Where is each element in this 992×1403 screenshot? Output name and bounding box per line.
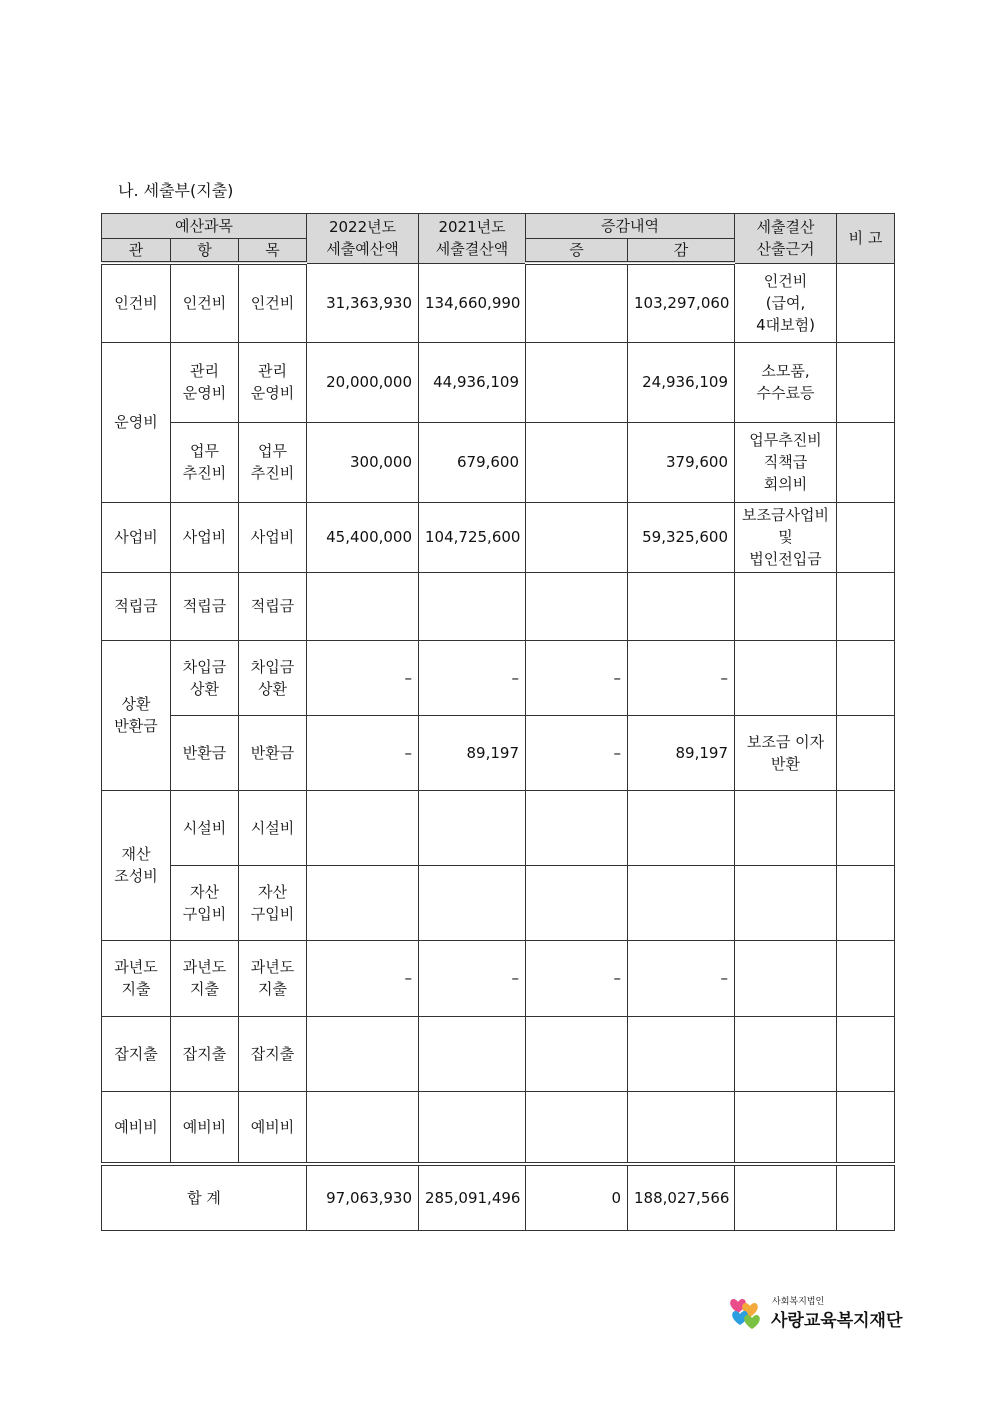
cell-settlement-2021: – [419, 940, 526, 1016]
cell-increase [526, 1016, 628, 1091]
cell-hang: 반환금 [171, 715, 239, 790]
table-row [102, 715, 895, 790]
cell-increase [526, 502, 628, 572]
cell-settlement-2021 [419, 790, 526, 865]
table-row [102, 572, 895, 640]
table-row [102, 342, 895, 422]
section-title: 나. 세출부(지출) [118, 181, 234, 200]
cell-hang: 인건비 [171, 263, 239, 342]
cell-remarks [837, 342, 895, 422]
cell-remarks [837, 263, 895, 342]
cell-decrease: – [628, 640, 735, 715]
logo-subtitle: 사회복지법인 [772, 1297, 825, 1307]
cell-increase [526, 422, 628, 502]
cell-budget-2022: 20,000,000 [307, 342, 419, 422]
cell-decrease [628, 572, 735, 640]
header-budget-2022: 2022년도 세출예산액 [307, 214, 419, 264]
cell-mok: 사업비 [239, 502, 307, 572]
cell-remarks [837, 502, 895, 572]
cell-settlement-2021: 44,936,109 [419, 342, 526, 422]
table-row [102, 790, 895, 865]
cell-basis: 인건비 (급여, 4대보험) [735, 263, 837, 342]
cell-budget-2022: – [307, 940, 419, 1016]
cell-budget-2022: – [307, 715, 419, 790]
cell-basis [735, 940, 837, 1016]
header-basis: 세출결산 산출근거 [735, 214, 837, 264]
cell-increase [526, 1091, 628, 1164]
cell-basis [735, 790, 837, 865]
cell-mok: 인건비 [239, 263, 307, 342]
cell-decrease: 103,297,060 [628, 263, 735, 342]
cell-basis [735, 572, 837, 640]
cell-basis: 보조금사업비 및 법인전입금 [735, 502, 837, 572]
cell-mok: 예비비 [239, 1091, 307, 1164]
total-decrease: 188,027,566 [628, 1164, 735, 1230]
cell-mok: 반환금 [239, 715, 307, 790]
cell-basis [735, 1016, 837, 1091]
total-label: 합 계 [102, 1164, 307, 1230]
table-row [102, 422, 895, 502]
cell-decrease [628, 790, 735, 865]
header-decrease: 감 [628, 239, 735, 264]
logo-name: 사랑교육복지재단 [771, 1311, 903, 1331]
cell-hang: 차입금 상환 [171, 640, 239, 715]
table-row [102, 263, 895, 342]
cell-settlement-2021 [419, 1016, 526, 1091]
cell-gwan: 사업비 [102, 502, 171, 572]
header-increase: 증 [526, 239, 628, 264]
cell-hang: 자산 구입비 [171, 865, 239, 940]
cell-settlement-2021 [419, 1091, 526, 1164]
cell-decrease [628, 865, 735, 940]
cell-mok: 차입금 상환 [239, 640, 307, 715]
cell-remarks [837, 865, 895, 940]
total-row [102, 1164, 895, 1230]
cell-decrease: 379,600 [628, 422, 735, 502]
header-change: 증감내역 [526, 214, 735, 239]
cell-remarks [837, 1091, 895, 1164]
total-increase: 0 [526, 1164, 628, 1230]
cell-remarks [837, 422, 895, 502]
cell-basis [735, 640, 837, 715]
header-hang: 항 [171, 239, 239, 264]
total-remarks [837, 1164, 895, 1230]
table-row [102, 502, 895, 572]
cell-mok: 적립금 [239, 572, 307, 640]
cell-remarks [837, 1016, 895, 1091]
cell-mok: 관리 운영비 [239, 342, 307, 422]
cell-budget-2022: 45,400,000 [307, 502, 419, 572]
table-row [102, 865, 895, 940]
cell-settlement-2021: – [419, 640, 526, 715]
cell-hang: 과년도 지출 [171, 940, 239, 1016]
header-mok: 목 [239, 239, 307, 264]
cell-remarks [837, 715, 895, 790]
cell-mok: 업무 추진비 [239, 422, 307, 502]
cell-increase [526, 342, 628, 422]
cell-basis: 업무추진비 직책급 회의비 [735, 422, 837, 502]
cell-budget-2022: – [307, 640, 419, 715]
cell-decrease: 59,325,600 [628, 502, 735, 572]
cell-decrease [628, 1016, 735, 1091]
cell-settlement-2021: 89,197 [419, 715, 526, 790]
cell-budget-2022: 300,000 [307, 422, 419, 502]
cell-hang: 적립금 [171, 572, 239, 640]
table-row [102, 1016, 895, 1091]
cell-hang: 업무 추진비 [171, 422, 239, 502]
header-remarks: 비 고 [837, 214, 895, 264]
cell-gwan: 잡지출 [102, 1016, 171, 1091]
expenditure-table [101, 213, 895, 1231]
cell-settlement-2021 [419, 572, 526, 640]
table-row [102, 640, 895, 715]
cell-remarks [837, 640, 895, 715]
cell-gwan: 재산 조성비 [102, 790, 171, 940]
cell-decrease [628, 1091, 735, 1164]
cell-increase [526, 865, 628, 940]
cell-settlement-2021: 134,660,990 [419, 263, 526, 342]
cell-hang: 사업비 [171, 502, 239, 572]
header-settlement-2021: 2021년도 세출결산액 [419, 214, 526, 264]
cell-mok: 잡지출 [239, 1016, 307, 1091]
total-budget-2022: 97,063,930 [307, 1164, 419, 1230]
cell-gwan: 운영비 [102, 342, 171, 502]
total-settlement-2021: 285,091,496 [419, 1164, 526, 1230]
cell-basis: 소모품, 수수료등 [735, 342, 837, 422]
table-row [102, 1091, 895, 1164]
total-basis [735, 1164, 837, 1230]
cell-budget-2022 [307, 790, 419, 865]
cell-hang: 관리 운영비 [171, 342, 239, 422]
hearts-logo-icon [728, 1296, 768, 1332]
cell-budget-2022 [307, 865, 419, 940]
cell-increase: – [526, 640, 628, 715]
cell-mok: 시설비 [239, 790, 307, 865]
cell-mok: 과년도 지출 [239, 940, 307, 1016]
cell-gwan: 과년도 지출 [102, 940, 171, 1016]
cell-settlement-2021: 104,725,600 [419, 502, 526, 572]
cell-basis [735, 865, 837, 940]
cell-budget-2022 [307, 1016, 419, 1091]
cell-decrease: 89,197 [628, 715, 735, 790]
cell-hang: 시설비 [171, 790, 239, 865]
cell-mok: 자산 구입비 [239, 865, 307, 940]
cell-remarks [837, 790, 895, 865]
cell-settlement-2021 [419, 865, 526, 940]
cell-remarks [837, 572, 895, 640]
cell-budget-2022 [307, 1091, 419, 1164]
cell-hang: 예비비 [171, 1091, 239, 1164]
table-row [102, 940, 895, 1016]
cell-hang: 잡지출 [171, 1016, 239, 1091]
cell-budget-2022: 31,363,930 [307, 263, 419, 342]
cell-gwan: 적립금 [102, 572, 171, 640]
cell-increase [526, 263, 628, 342]
cell-decrease: 24,936,109 [628, 342, 735, 422]
cell-increase: – [526, 715, 628, 790]
foundation-logo [728, 1294, 903, 1334]
header-gwan: 관 [102, 239, 171, 264]
cell-basis [735, 1091, 837, 1164]
header-budget-subject: 예산과목 [102, 214, 307, 239]
cell-decrease: – [628, 940, 735, 1016]
cell-budget-2022 [307, 572, 419, 640]
cell-gwan: 인건비 [102, 263, 171, 342]
cell-remarks [837, 940, 895, 1016]
cell-basis: 보조금 이자 반환 [735, 715, 837, 790]
cell-settlement-2021: 679,600 [419, 422, 526, 502]
cell-gwan: 예비비 [102, 1091, 171, 1164]
cell-gwan: 상환 반환금 [102, 640, 171, 790]
cell-increase: – [526, 940, 628, 1016]
cell-increase [526, 790, 628, 865]
cell-increase [526, 572, 628, 640]
